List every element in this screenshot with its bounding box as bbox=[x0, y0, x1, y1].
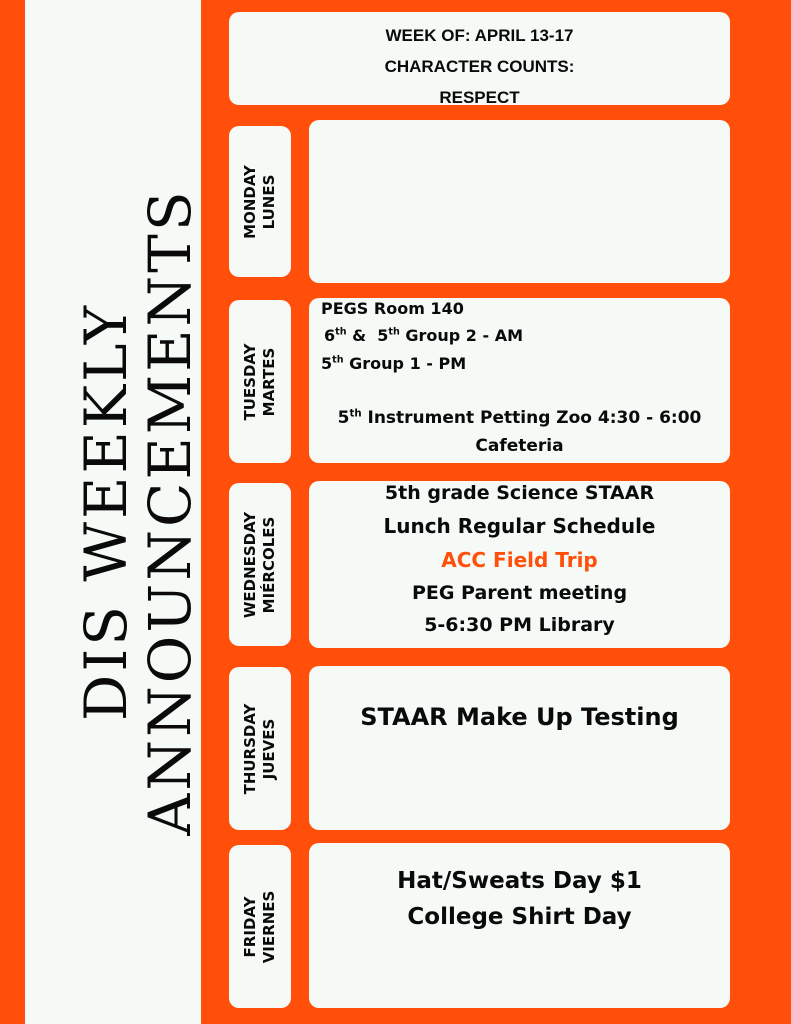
day-label-monday bbox=[229, 126, 291, 277]
character-counts-label: CHARACTER COUNTS: bbox=[384, 57, 575, 76]
day-name-es: VIERNES bbox=[260, 890, 278, 963]
wednesday-line-5: 5-6:30 PM Library bbox=[424, 614, 615, 636]
thursday-line-1: STAAR Make Up Testing bbox=[360, 703, 679, 731]
tuesday-line-2: 6th & 5th Group 2 - AM bbox=[324, 326, 524, 345]
day-name-es: JUEVES bbox=[260, 718, 278, 779]
tuesday-line-5: Cafeteria bbox=[475, 436, 564, 456]
day-name-es: MARTES bbox=[260, 347, 278, 416]
character-value: RESPECT bbox=[439, 88, 520, 107]
wednesday-field-trip: ACC Field Trip bbox=[441, 548, 598, 572]
day-label-wednesday bbox=[229, 483, 291, 646]
tuesday-room: PEGS Room 140 bbox=[321, 299, 464, 318]
day-name-en: THURSDAY bbox=[241, 703, 259, 794]
day-name-es: MIÉRCOLES bbox=[260, 516, 278, 613]
day-name-en: MONDAY bbox=[241, 164, 259, 239]
week-header bbox=[229, 12, 730, 105]
week-dates: WEEK OF: APRIL 13-17 bbox=[385, 26, 574, 45]
monday-content bbox=[309, 120, 730, 283]
title-line-1: DIS WEEKLY bbox=[72, 302, 140, 722]
thursday-content bbox=[309, 666, 730, 830]
day-label-tuesday bbox=[229, 300, 291, 463]
friday-content bbox=[309, 843, 730, 1008]
wednesday-line-1: 5th grade Science STAAR bbox=[384, 482, 655, 504]
title-panel bbox=[25, 0, 204, 1024]
tuesday-line-3: 5th Group 1 - PM bbox=[321, 354, 467, 373]
day-name-en: TUESDAY bbox=[241, 343, 259, 420]
tuesday-line-4: 5th Instrument Petting Zoo 4:30 - 6:00 bbox=[337, 408, 702, 428]
wednesday-content bbox=[309, 481, 730, 648]
day-name-en: WEDNESDAY bbox=[241, 511, 259, 618]
day-label-thursday bbox=[229, 667, 291, 830]
flyer-title bbox=[74, 132, 202, 892]
day-name-en: FRIDAY bbox=[241, 896, 259, 957]
friday-line-1: Hat/Sweats Day $1 bbox=[397, 868, 642, 894]
tuesday-content bbox=[309, 298, 730, 463]
title-line-2: ANNOUNCEMENTS bbox=[136, 188, 204, 836]
wednesday-line-4: PEG Parent meeting bbox=[411, 582, 628, 604]
friday-line-2: College Shirt Day bbox=[407, 904, 632, 930]
day-label-friday bbox=[229, 845, 291, 1008]
day-name-es: LUNES bbox=[260, 174, 278, 229]
wednesday-line-2: Lunch Regular Schedule bbox=[383, 514, 656, 538]
